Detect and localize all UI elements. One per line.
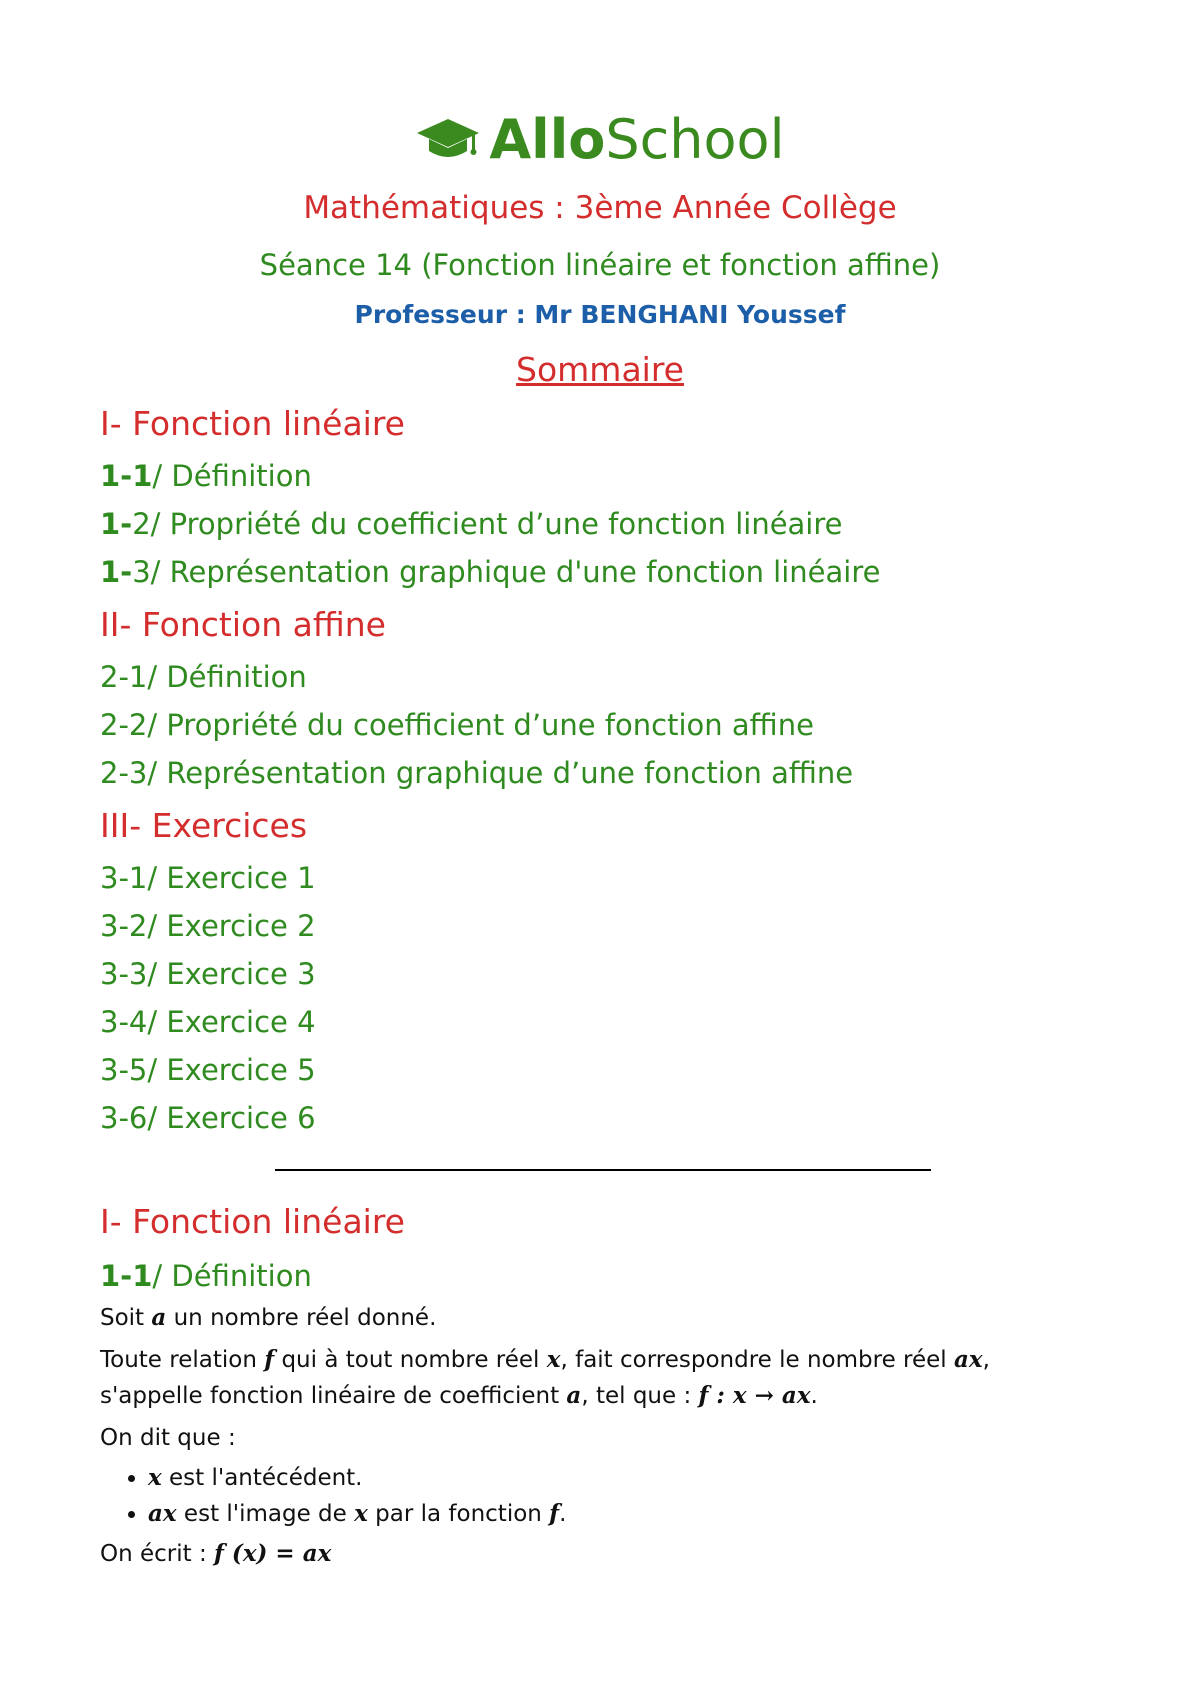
paragraph-4: On écrit : f (x) = ax xyxy=(100,1540,332,1567)
list-item: • x est l'antécédent. xyxy=(148,1460,1110,1496)
toc-item-1-2[interactable]: 1-2/ Propriété du coefficient d’une fonction linéaire xyxy=(100,507,843,541)
professor-name: Professeur : Mr BENGHANI Youssef xyxy=(354,300,846,329)
toc-section-1[interactable]: I- Fonction linéaire xyxy=(100,404,405,443)
toc-item-2-1[interactable]: 2-1/ Définition xyxy=(100,660,307,694)
toc-item-3-3[interactable]: 3-3/ Exercice 3 xyxy=(100,957,316,991)
seance-title: Séance 14 (Fonction linéaire et fonction affine) xyxy=(259,248,941,282)
logo-text: AlloSchool xyxy=(489,108,785,171)
paragraph-1: Soit a un nombre réel donné. xyxy=(100,1304,437,1331)
table-of-contents xyxy=(100,395,1100,1142)
alloschool-logo xyxy=(0,108,1200,172)
content-body xyxy=(100,1192,1110,1572)
subject-title: Mathématiques : 3ème Année Collège xyxy=(303,190,897,226)
list-item: • ax est l'image de x par la fonction f. xyxy=(148,1496,1110,1532)
divider xyxy=(275,1169,931,1171)
toc-item-2-2[interactable]: 2-2/ Propriété du coefficient d’une fonction affine xyxy=(100,708,814,742)
toc-section-3[interactable]: III- Exercices xyxy=(100,806,308,845)
graduation-cap-icon xyxy=(415,115,481,165)
toc-section-2[interactable]: II- Fonction affine xyxy=(100,605,386,644)
subsection-title: 1-1/ Définition xyxy=(100,1259,312,1293)
toc-item-1-3[interactable]: 1-3/ Représentation graphique d'une fonction linéaire xyxy=(100,555,881,589)
paragraph-3: On dit que : xyxy=(100,1425,236,1451)
toc-item-2-3[interactable]: 2-3/ Représentation graphique d’une fonction affine xyxy=(100,756,854,790)
toc-item-3-5[interactable]: 3-5/ Exercice 5 xyxy=(100,1053,316,1087)
toc-item-3-4[interactable]: 3-4/ Exercice 4 xyxy=(100,1005,316,1039)
toc-item-3-2[interactable]: 3-2/ Exercice 2 xyxy=(100,909,316,943)
paragraph-2: Toute relation f qui à tout nombre réel x, fait correspondre le nombre réel ax, s'appelle fonction linéaire de coefficient a, tel que : f : x → ax. xyxy=(100,1346,990,1409)
section-title: I- Fonction linéaire xyxy=(100,1202,405,1241)
toc-item-3-1[interactable]: 3-1/ Exercice 1 xyxy=(100,861,316,895)
toc-item-3-6[interactable]: 3-6/ Exercice 6 xyxy=(100,1101,316,1135)
toc-item-1-1[interactable]: 1-1/ Définition xyxy=(100,459,312,493)
summary-title: Sommaire xyxy=(516,350,684,389)
definition-list xyxy=(100,1460,1110,1532)
